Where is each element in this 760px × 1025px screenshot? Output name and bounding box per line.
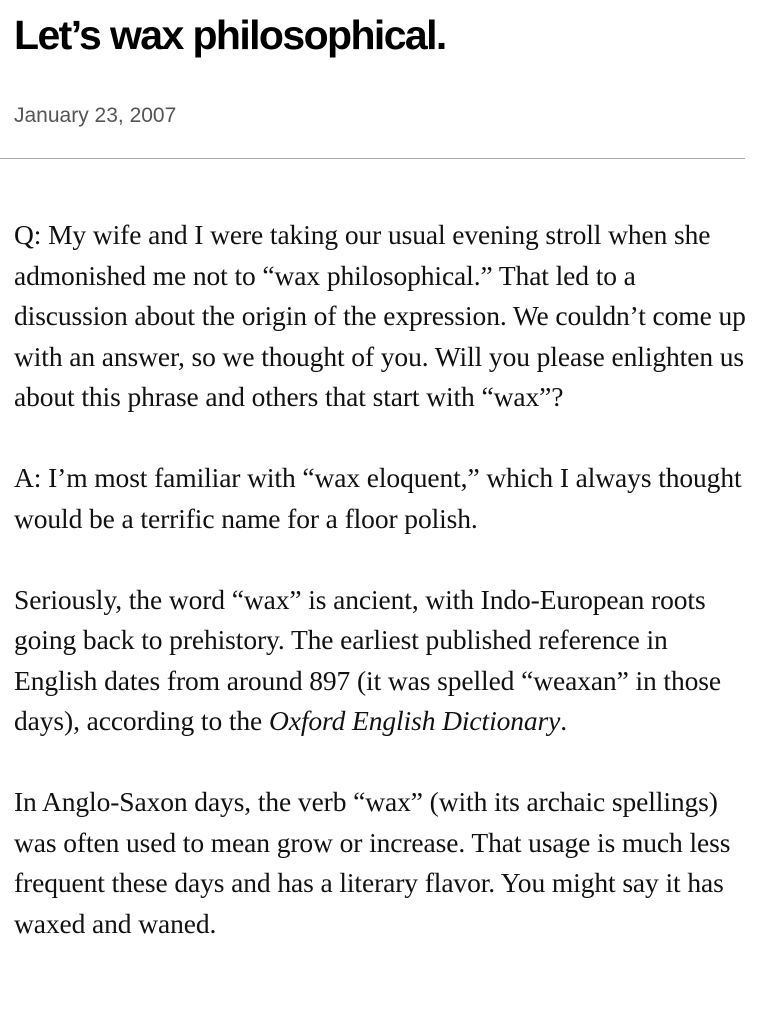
question-paragraph: Q: My wife and I were taking our usual evening stroll when she admonished me not to “wax philosophical.” That led to a discussion about the origin of the expression. We couldn’t come up with an answer, so we thought of you. Will you please enlighten us about this phrase and others that start with “wax”? <box>14 219 746 412</box>
article-body <box>14 215 752 985</box>
dictionary-title: Oxford English Dictionary <box>268 705 561 736</box>
divider <box>0 158 745 159</box>
usage-paragraph: In Anglo-Saxon days, the verb “wax” (with its archaic spellings) was often used to mean grow or increase. That usage is much less frequent these days and has a literary flavor. You might say it has waxed and waned. <box>14 786 731 939</box>
etymology-end: . <box>560 705 568 736</box>
answer-paragraph: A: I’m most familiar with “wax eloquent,” which I always thought would be a terrific name for a floor polish. <box>14 462 742 534</box>
page-title: Let’s wax philosophical. <box>14 12 446 58</box>
etymology-paragraph <box>14 580 752 742</box>
etymology-text: Seriously, the word “wax” is ancient, with Indo-European roots going back to prehistory. The earliest published reference in English dates from around 897 (it was spelled “weaxan” in those days), according to the <box>14 583 721 736</box>
post-date: January 23, 2007 <box>14 104 177 127</box>
